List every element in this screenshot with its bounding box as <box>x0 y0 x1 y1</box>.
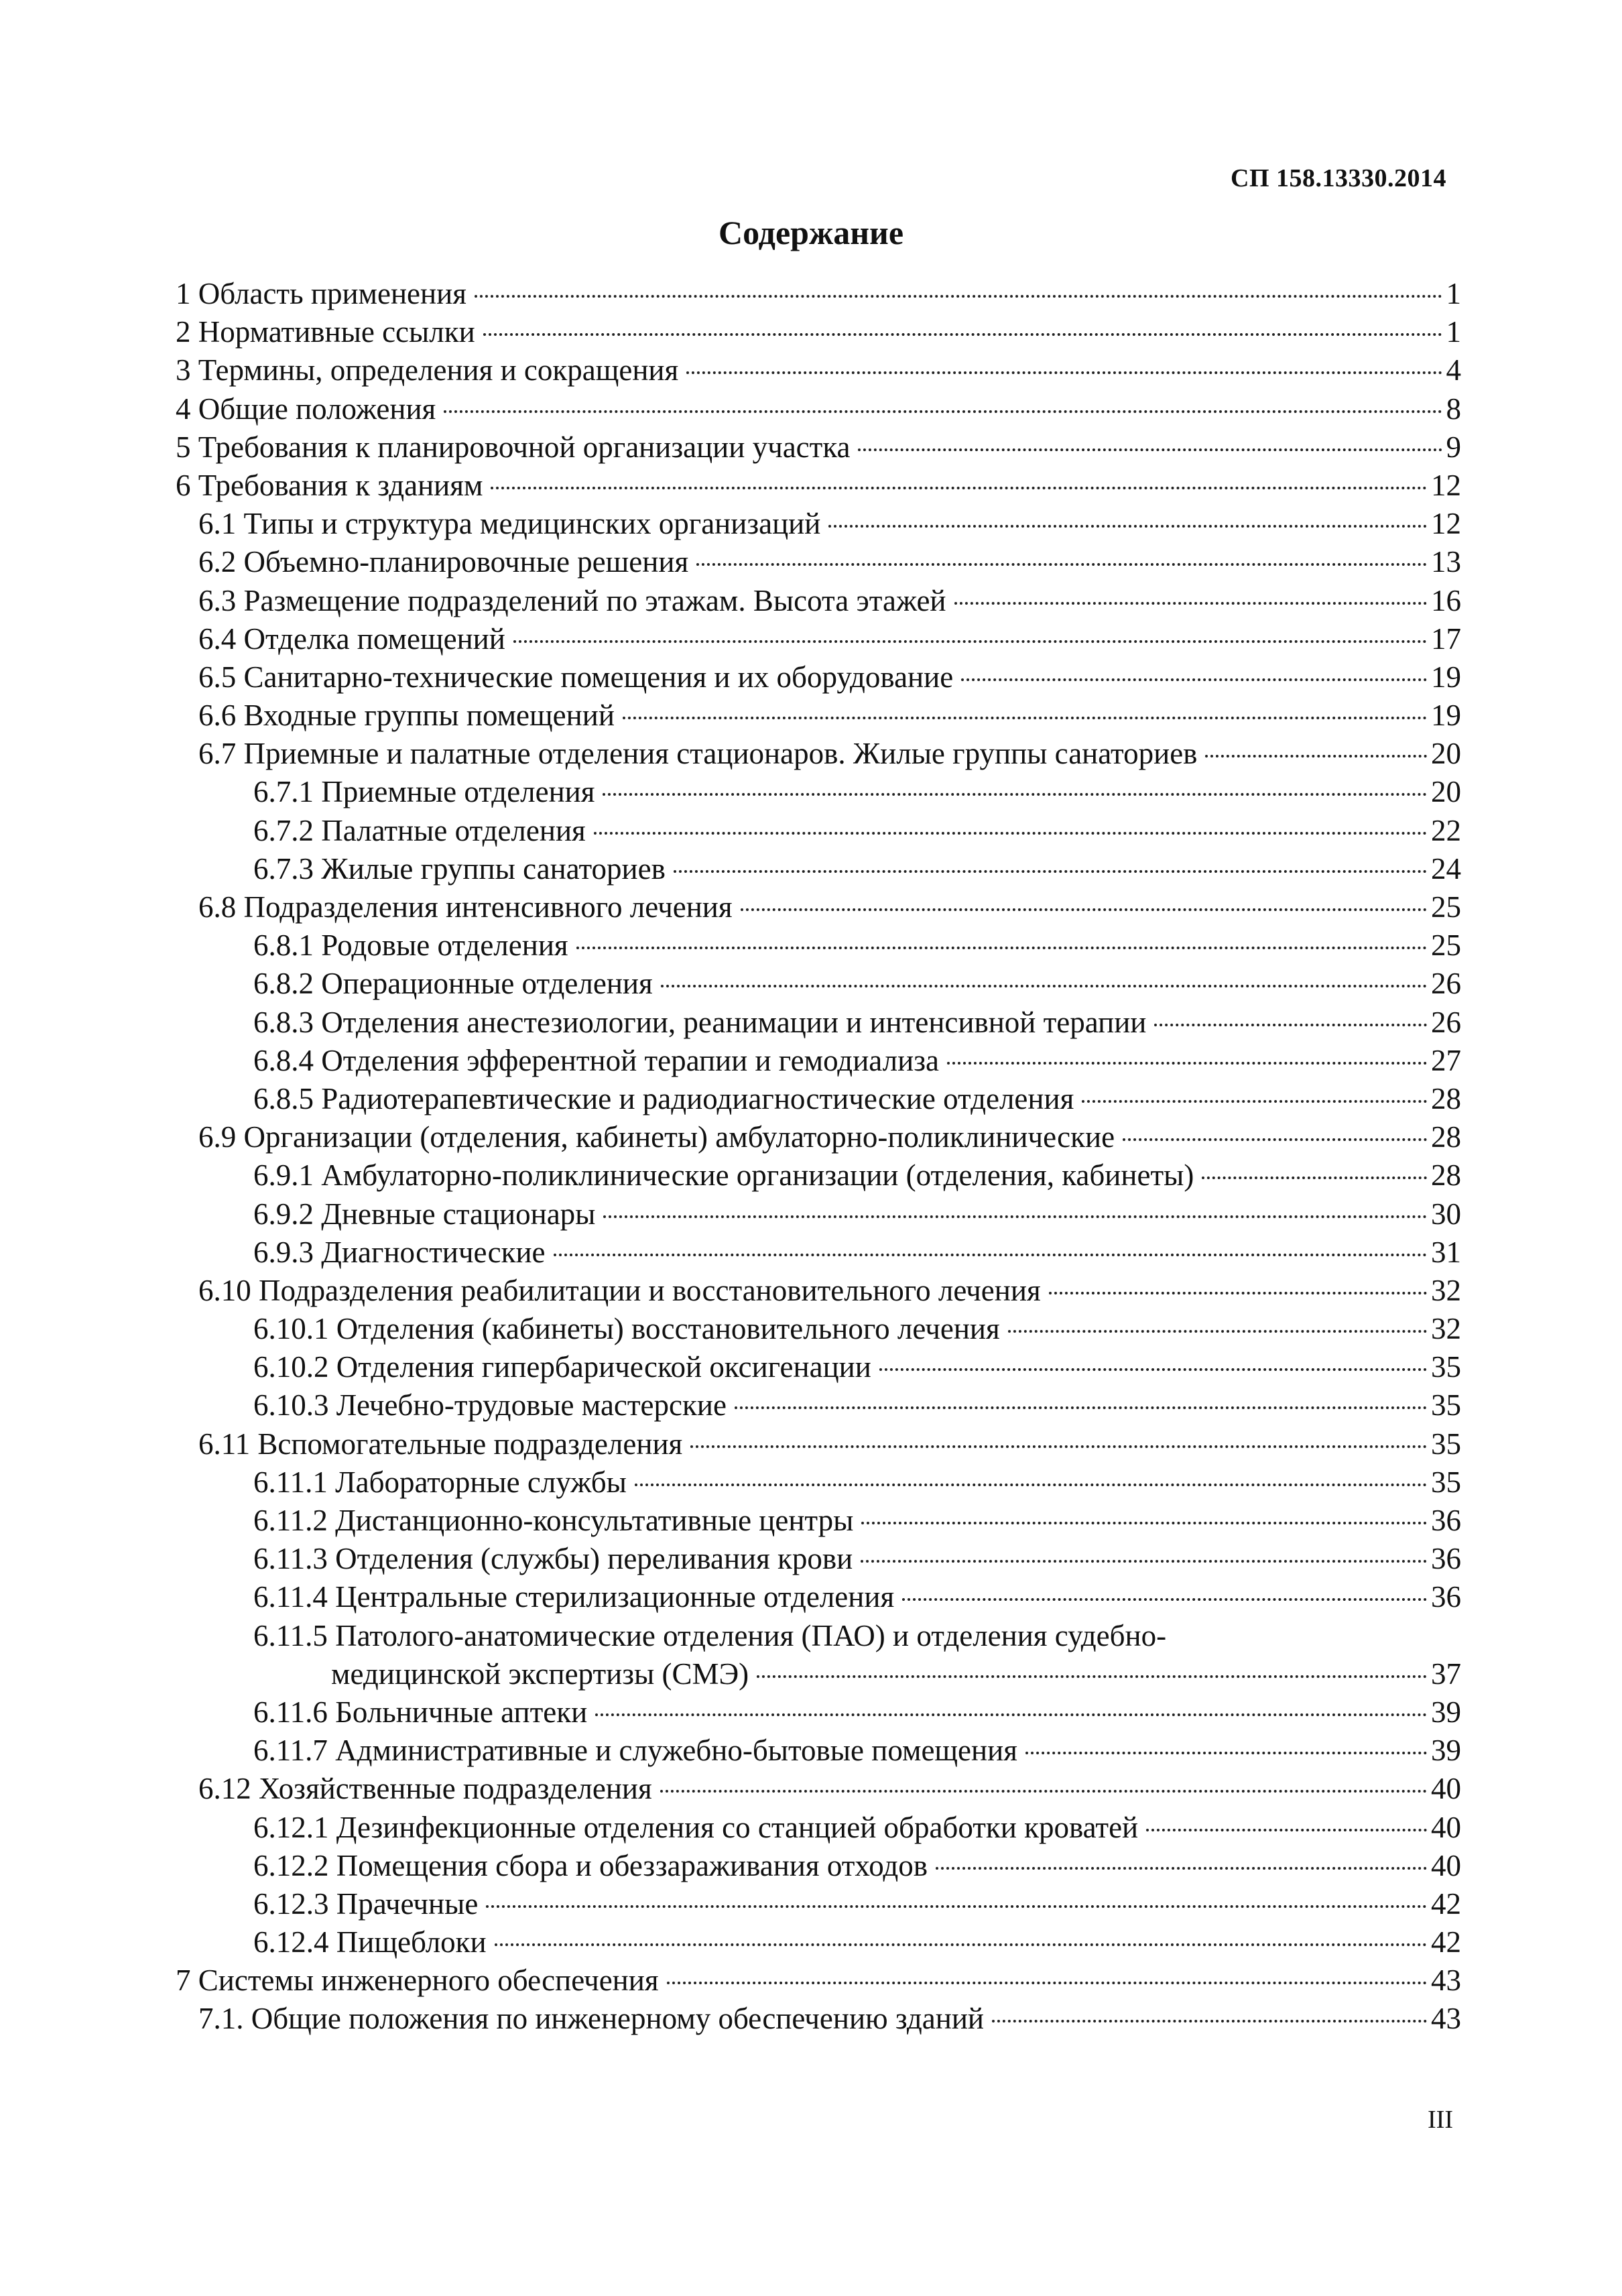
toc-dot-leader <box>1123 1138 1427 1141</box>
toc-entry-page-number: 37 <box>1431 1656 1461 1691</box>
toc-entry-page-number: 35 <box>1431 1427 1461 1461</box>
page-number: III <box>1428 2106 1453 2134</box>
toc-entry-page-number: 40 <box>1431 1848 1461 1882</box>
toc-entry-page-number: 35 <box>1431 1388 1461 1423</box>
toc-entry-page-number: 8 <box>1446 391 1461 426</box>
toc-entry-page-number: 28 <box>1431 1120 1461 1154</box>
toc-dot-leader <box>690 1445 1427 1448</box>
toc-entry-page-number: 16 <box>1431 583 1461 617</box>
toc-dot-leader <box>674 870 1427 873</box>
toc-entry-page-number: 40 <box>1431 1810 1461 1844</box>
toc-entry[interactable] <box>176 1961 1461 2000</box>
toc-entry-label: 2 Нормативные ссылки <box>176 315 475 349</box>
toc-entry-label: 7.1. Общие положения по инженерному обеспечению зданий <box>198 2002 984 2036</box>
toc-entry-page-number: 22 <box>1431 813 1461 847</box>
toc-entry-page-number: 1 <box>1446 315 1461 349</box>
toc-entry[interactable] <box>176 1847 1461 1885</box>
toc-entry-label: 6.7.2 Палатные отделения <box>253 813 586 847</box>
toc-entry-page-number: 12 <box>1431 507 1461 541</box>
toc-entry-page-number: 19 <box>1431 699 1461 733</box>
toc-entry-label: 6.7.1 Приемные отделения <box>253 775 595 809</box>
toc-entry-label: 6.1 Типы и структура медицинских организаций <box>198 507 821 541</box>
toc-dot-leader <box>603 793 1427 796</box>
toc-entry-label: 7 Системы инженерного обеспечения <box>176 1963 659 1998</box>
toc-dot-leader <box>576 947 1427 949</box>
toc-entry[interactable] <box>176 1809 1461 1847</box>
toc-entry-page-number: 39 <box>1431 1695 1461 1729</box>
toc-entry-page-number: 20 <box>1431 737 1461 771</box>
toc-entry[interactable] <box>176 2000 1461 2038</box>
toc-entry[interactable] <box>176 1042 1461 1080</box>
toc-entry[interactable] <box>176 1310 1461 1348</box>
toc-entry-page-number: 39 <box>1431 1734 1461 1768</box>
toc-entry[interactable] <box>176 390 1461 428</box>
toc-dot-leader <box>1146 1829 1427 1831</box>
toc-entry-label: 3 Термины, определения и сокращения <box>176 353 679 387</box>
toc-entry-label: 6.12 Хозяйственные подразделения <box>198 1772 652 1806</box>
toc-entry[interactable] <box>176 773 1461 811</box>
toc-entry-page-number: 43 <box>1431 2002 1461 2036</box>
toc-entry-label: 6.12.4 Пищеблоки <box>253 1925 487 1959</box>
toc-dot-leader <box>858 448 1442 451</box>
toc-entry-label: 6.8.5 Радиотерапевтические и радиодиагностические отделения <box>253 1081 1074 1115</box>
toc-entry-label: 6.11.7 Административные и служебно-бытовые помещения <box>253 1734 1017 1768</box>
toc-dot-leader <box>1202 1176 1427 1179</box>
toc-entry-label: 6.9 Организации (отделения, кабинеты) амбулаторно-поликлинические <box>198 1120 1115 1154</box>
toc-dot-leader <box>513 640 1427 643</box>
toc-entry-label: 6.10 Подразделения реабилитации и восстановительного лечения <box>198 1273 1041 1307</box>
toc-entry-label: 6.10.1 Отделения (кабинеты) восстановительного лечения <box>253 1312 1000 1346</box>
toc-entry-label: 4 Общие положения <box>176 391 436 426</box>
toc-entry[interactable] <box>176 1770 1461 1808</box>
toc-entry[interactable] <box>176 1195 1461 1233</box>
toc-entry-page-number: 30 <box>1431 1197 1461 1231</box>
toc-entry-page-number: 24 <box>1431 851 1461 886</box>
toc-entry-page-number: 28 <box>1431 1158 1461 1193</box>
toc-dot-leader <box>491 487 1427 489</box>
toc-entry[interactable] <box>176 888 1461 926</box>
toc-entry-label: 6.10.3 Лечебно-трудовые мастерские <box>253 1388 727 1423</box>
toc-entry-label: 6.11.1 Лабораторные службы <box>253 1465 627 1499</box>
table-of-contents <box>176 275 1461 2039</box>
toc-entry-page-number: 31 <box>1431 1235 1461 1269</box>
toc-dot-leader <box>444 410 1442 413</box>
toc-entry[interactable] <box>176 1502 1461 1540</box>
toc-dot-leader <box>483 333 1442 336</box>
toc-entry-page-number: 25 <box>1431 890 1461 924</box>
toc-dot-leader <box>595 1713 1427 1716</box>
toc-dot-leader <box>879 1368 1427 1371</box>
toc-entry-label: 6.3 Размещение подразделений по этажам. Высота этажей <box>198 583 946 617</box>
toc-entry-page-number: 26 <box>1431 1005 1461 1039</box>
toc-dot-leader <box>623 717 1427 719</box>
toc-dot-leader <box>1205 755 1427 758</box>
toc-dot-leader <box>936 1867 1427 1870</box>
toc-entry[interactable] <box>176 1693 1461 1732</box>
toc-dot-leader <box>635 1484 1427 1486</box>
toc-dot-leader <box>961 678 1427 681</box>
toc-entry-page-number: 35 <box>1431 1350 1461 1384</box>
toc-entry[interactable] <box>176 1386 1461 1425</box>
toc-entry-label: 6.10.2 Отделения гипербарической оксигенации <box>253 1350 871 1384</box>
toc-entry-label: 6.7 Приемные и палатные отделения стационаров. Жилые группы санаториев <box>198 737 1198 771</box>
toc-entry-label: 5 Требования к планировочной организации участка <box>176 430 851 464</box>
toc-entry-label: 6.8.3 Отделения анестезиологии, реанимации и интенсивной терапии <box>253 1005 1147 1039</box>
toc-entry-label: 6.12.2 Помещения сбора и обеззараживания отходов <box>253 1848 928 1882</box>
toc-entry-page-number: 43 <box>1431 1963 1461 1998</box>
toc-dot-leader <box>686 371 1442 374</box>
toc-entry-label: 1 Область применения <box>176 277 466 310</box>
toc-entry-page-number: 28 <box>1431 1081 1461 1115</box>
toc-entry-page-number: 4 <box>1446 353 1461 387</box>
toc-entry-label: 6.4 Отделка помещений <box>198 621 505 656</box>
toc-dot-leader <box>660 1790 1427 1793</box>
toc-entry[interactable] <box>176 620 1461 658</box>
toc-dot-leader <box>603 1215 1427 1218</box>
toc-entry[interactable] <box>176 351 1461 389</box>
toc-entry[interactable] <box>176 812 1461 850</box>
toc-dot-leader <box>828 525 1427 528</box>
toc-entry[interactable] <box>176 582 1461 620</box>
toc-entry[interactable] <box>176 1004 1461 1042</box>
toc-entry-page-number: 20 <box>1431 775 1461 809</box>
toc-entry-label: 6.11.4 Центральные стерилизационные отделения <box>253 1580 895 1614</box>
toc-entry[interactable] <box>176 850 1461 888</box>
toc-entry[interactable] <box>176 1348 1461 1386</box>
toc-entry-page-number: 40 <box>1431 1772 1461 1806</box>
toc-dot-leader <box>1082 1100 1427 1103</box>
toc-dot-leader <box>1049 1292 1427 1294</box>
toc-dot-leader <box>861 1522 1427 1524</box>
toc-entry[interactable] <box>176 1732 1461 1770</box>
toc-entry[interactable] <box>176 1233 1461 1272</box>
toc-entry-label: 6.11.5 Патолого-анатомические отделения (ПАО) и отделения судебно- <box>253 1618 1167 1652</box>
toc-entry[interactable] <box>176 467 1461 505</box>
toc-entry-label: медицинской экспертизы (СМЭ) <box>331 1656 749 1691</box>
toc-entry[interactable] <box>176 1463 1461 1502</box>
toc-dot-leader <box>1025 1752 1427 1754</box>
toc-dot-leader <box>495 1943 1427 1946</box>
toc-entry-label: 6.8.2 Операционные отделения <box>253 967 653 1001</box>
toc-entry[interactable] <box>176 1655 1461 1693</box>
toc-entry-page-number: 17 <box>1431 621 1461 656</box>
toc-entry-page-number: 27 <box>1431 1043 1461 1077</box>
toc-entry[interactable] <box>176 1156 1461 1195</box>
toc-entry-page-number: 26 <box>1431 967 1461 1001</box>
toc-entry-page-number: 13 <box>1431 545 1461 579</box>
toc-dot-leader <box>741 908 1427 911</box>
toc-entry[interactable] <box>176 1080 1461 1118</box>
toc-entry-page-number: 36 <box>1431 1504 1461 1537</box>
toc-entry-label: 6.9.1 Амбулаторно-поликлинические организации (отделения, кабинеты) <box>253 1158 1194 1193</box>
toc-entry-page-number: 12 <box>1431 468 1461 502</box>
toc-entry-page-number: 35 <box>1431 1465 1461 1499</box>
toc-dot-leader <box>486 1905 1427 1908</box>
toc-dot-leader <box>667 1982 1427 1984</box>
toc-entry[interactable] <box>176 1578 1461 1616</box>
toc-entry-label: 6.8 Подразделения интенсивного лечения <box>198 890 733 924</box>
toc-dot-leader <box>992 2020 1427 2022</box>
toc-entry[interactable] <box>176 926 1461 965</box>
toc-dot-leader <box>861 1560 1427 1563</box>
toc-dot-leader <box>661 985 1427 987</box>
toc-dot-leader <box>594 832 1427 835</box>
toc-entry-page-number: 25 <box>1431 928 1461 963</box>
document-code: СП 158.13330.2014 <box>1231 164 1446 192</box>
toc-entry-page-number: 1 <box>1446 277 1461 310</box>
toc-entry[interactable] <box>176 658 1461 697</box>
toc-dot-leader <box>735 1406 1427 1409</box>
toc-entry-label: 6.9.2 Дневные стационары <box>253 1197 596 1231</box>
toc-entry[interactable] <box>176 1885 1461 1923</box>
toc-entry-label: 6.9.3 Диагностические <box>253 1235 546 1269</box>
toc-entry[interactable] <box>176 1617 1461 1655</box>
toc-entry[interactable] <box>176 505 1461 543</box>
toc-entry[interactable] <box>176 1425 1461 1463</box>
toc-entry-label: 6.8.4 Отделения эфферентной терапии и гемодиализа <box>253 1043 939 1077</box>
toc-dot-leader <box>757 1675 1427 1678</box>
toc-entry-label: 6.6 Входные группы помещений <box>198 699 615 733</box>
toc-entry[interactable] <box>176 965 1461 1003</box>
toc-entry[interactable] <box>176 697 1461 735</box>
toc-entry-label: 6 Требования к зданиям <box>176 468 483 502</box>
toc-entry-page-number: 32 <box>1431 1312 1461 1346</box>
toc-entry[interactable] <box>176 428 1461 467</box>
toc-entry[interactable] <box>176 1272 1461 1310</box>
toc-entry-page-number: 42 <box>1431 1886 1461 1921</box>
toc-entry[interactable] <box>176 1540 1461 1578</box>
toc-entry-label: 6.12.1 Дезинфекционные отделения со станцией обработки кроватей <box>253 1810 1139 1844</box>
toc-entry[interactable] <box>176 735 1461 773</box>
toc-entry-label: 6.2 Объемно-планировочные решения <box>198 545 689 579</box>
toc-entry[interactable] <box>176 313 1461 351</box>
toc-entry-page-number: 32 <box>1431 1273 1461 1307</box>
toc-entry-page-number: 36 <box>1431 1542 1461 1576</box>
toc-entry-page-number: 19 <box>1431 660 1461 694</box>
toc-entry[interactable] <box>176 1118 1461 1156</box>
toc-dot-leader <box>696 563 1427 566</box>
toc-entry[interactable] <box>176 1923 1461 1961</box>
toc-dot-leader <box>947 1062 1427 1065</box>
toc-entry-label: 6.11.6 Больничные аптеки <box>253 1695 588 1729</box>
toc-entry-label: 6.11 Вспомогательные подразделения <box>198 1427 683 1461</box>
toc-entry-label: 6.11.2 Дистанционно-консультативные центры <box>253 1504 854 1537</box>
toc-entry-page-number: 9 <box>1446 430 1461 464</box>
toc-dot-leader <box>1154 1024 1427 1026</box>
toc-entry-label: 6.12.3 Прачечные <box>253 1886 479 1921</box>
toc-entry-page-number: 36 <box>1431 1580 1461 1614</box>
toc-entry-page-number: 42 <box>1431 1925 1461 1959</box>
toc-entry-label: 6.7.3 Жилые группы санаториев <box>253 851 666 886</box>
toc-entry[interactable] <box>176 275 1461 313</box>
toc-entry[interactable] <box>176 543 1461 581</box>
toc-entry-label: 6.11.3 Отделения (службы) переливания крови <box>253 1542 853 1576</box>
toc-entry-label: 6.8.1 Родовые отделения <box>253 928 568 963</box>
toc-dot-leader <box>902 1598 1427 1601</box>
toc-dot-leader <box>954 602 1427 605</box>
toc-dot-leader <box>554 1254 1428 1256</box>
toc-dot-leader <box>1008 1330 1427 1333</box>
toc-title: Содержание <box>718 214 904 251</box>
toc-dot-leader <box>475 295 1442 298</box>
toc-entry-label: 6.5 Санитарно-технические помещения и их оборудование <box>198 660 954 694</box>
